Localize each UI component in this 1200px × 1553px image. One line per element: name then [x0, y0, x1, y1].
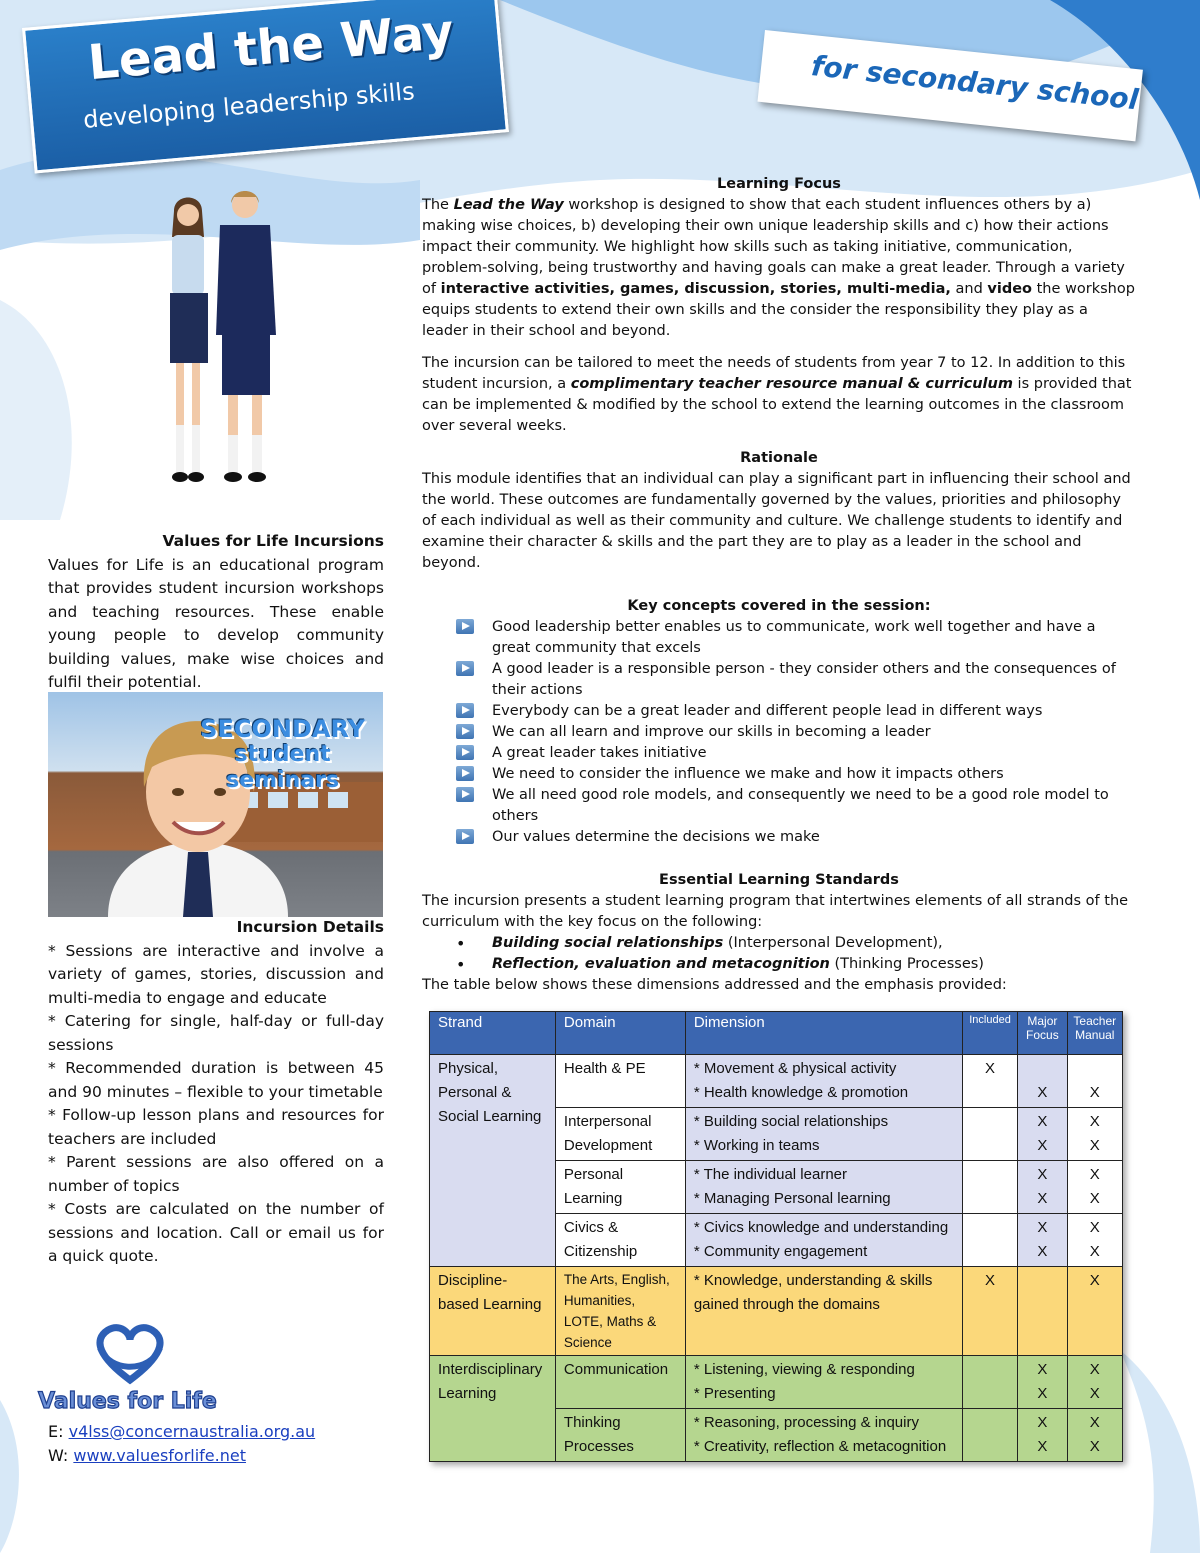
list-item	[422, 933, 1136, 954]
seminar-photo	[48, 692, 383, 917]
column-header: Major Focus	[1018, 1012, 1067, 1055]
play-arrow-icon	[456, 661, 474, 676]
table-cell	[962, 1409, 1017, 1462]
cell-mark: X	[1089, 1272, 1100, 1289]
text-run: The	[422, 197, 454, 213]
table-cell: Interdisciplinary Learning	[430, 1356, 556, 1462]
text-run: interactive activities, games, discussion, stories, multi-media,	[440, 281, 951, 297]
cell-mark: X	[1089, 1166, 1100, 1183]
table-cell: Personal Learning	[555, 1161, 685, 1214]
cell-line: * The individual learner	[693, 1166, 847, 1183]
text-run: The incursion can be tailored to meet the needs of students from year 7 to 12. In addition to this student incursion, a	[422, 355, 1126, 392]
sign-line-2: student	[234, 742, 331, 767]
standards-outro: The table below shows these dimensions addressed and the emphasis provided:	[422, 977, 1007, 993]
table-cell	[962, 1356, 1017, 1409]
standards-heading: Essential Learning Standards	[659, 872, 899, 888]
table-cell	[962, 1108, 1017, 1161]
column-header: Teacher Manual	[1067, 1012, 1122, 1055]
text-run: complimentary teacher resource manual & curriculum	[570, 376, 1013, 392]
cell-mark: X	[1037, 1243, 1048, 1260]
logo-text: Values for Life	[38, 1389, 217, 1414]
email-link[interactable]: v4lss@concernaustralia.org.au	[68, 1422, 316, 1441]
values-for-life-logo	[30, 1318, 230, 1418]
list-item-text: Our values determine the decisions we make	[492, 829, 820, 845]
text-run: workshop is designed to show that each student influences others by a) making wise choices, b) developing their own unique leadership skills and c) how their actions impact their community. We highlight how skills such as taking initiative, communication, problem-solving, being trustworthy and having goals can make a great leader. Through a variety of	[422, 197, 1125, 297]
list-item-text: Good leadership better enables us to communicate, work well together and have a great community that excels	[492, 619, 1096, 656]
text-run: and	[950, 281, 988, 297]
text-run: the workshop equips students to extend their own skills and the consider the responsibility they play as a leader in their school and beyond.	[422, 281, 1135, 339]
table-cell	[1067, 1356, 1122, 1409]
play-arrow-icon	[456, 619, 474, 634]
list-item-text: A great leader takes initiative	[492, 745, 707, 761]
table-cell: Civics & Citizenship	[555, 1214, 685, 1267]
email-label: E:	[48, 1422, 69, 1441]
table-cell	[1067, 1108, 1122, 1161]
list-item	[422, 827, 1136, 848]
list-item	[422, 722, 1136, 743]
incursion-detail-item: * Follow-up lesson plans and resources for teachers are included	[48, 1106, 384, 1148]
list-item-text: We can all learn and improve our skills in becoming a leader	[492, 724, 931, 740]
list-item	[422, 617, 1136, 659]
table-cell: Communication	[555, 1356, 685, 1409]
table-row	[430, 1267, 1123, 1356]
play-arrow-icon	[456, 787, 474, 802]
cell-mark: X	[1037, 1137, 1048, 1154]
cell-mark: X	[1089, 1438, 1100, 1455]
website-link[interactable]: www.valuesforlife.net	[73, 1446, 246, 1465]
table-cell	[1018, 1214, 1067, 1267]
cell-line: * Community engagement	[693, 1243, 868, 1260]
column-header: Domain	[555, 1012, 685, 1055]
table-cell	[1067, 1214, 1122, 1267]
text-run: (Interpersonal Development),	[723, 935, 943, 951]
cell-line: * Managing Personal learning	[693, 1190, 891, 1207]
list-item	[422, 659, 1136, 701]
cell-mark: X	[1089, 1361, 1100, 1378]
table-cell	[685, 1108, 962, 1161]
main-content	[422, 174, 1136, 996]
learning-focus-paragraph-2	[422, 353, 1136, 437]
text-run: video	[987, 281, 1032, 297]
cell-line: * Health knowledge & promotion	[693, 1084, 909, 1101]
sign-line-1: SECONDARY	[200, 715, 365, 743]
list-item	[422, 743, 1136, 764]
students-photo	[160, 185, 280, 505]
text-run: Lead the Way	[453, 197, 564, 213]
table-cell	[1067, 1267, 1122, 1356]
cell-line: * Working in teams	[693, 1137, 820, 1154]
play-arrow-icon	[456, 703, 474, 718]
web-label: W:	[48, 1446, 74, 1465]
list-item	[422, 701, 1136, 722]
cell-mark: X	[1037, 1414, 1048, 1431]
cell-mark: X	[1037, 1219, 1048, 1236]
table-cell	[1018, 1267, 1067, 1356]
incursion-details-heading: Incursion Details	[236, 918, 384, 936]
cell-mark: X	[1089, 1243, 1100, 1260]
list-item-text: We need to consider the influence we make and how it impacts others	[492, 766, 1004, 782]
cell-line: * Building social relationships	[693, 1113, 889, 1130]
cell-mark: X	[1089, 1414, 1100, 1431]
text-run: (Thinking Processes)	[829, 956, 984, 972]
list-item	[422, 785, 1136, 827]
table-cell	[962, 1161, 1017, 1214]
table-cell	[1018, 1356, 1067, 1409]
learning-focus-paragraph-1	[422, 195, 1136, 342]
cell-line: * Listening, viewing & responding	[693, 1361, 915, 1378]
text-run: Building social relationships	[492, 935, 724, 951]
column-header: Strand	[430, 1012, 556, 1055]
page-title: Lead the Way	[85, 3, 456, 92]
table-cell	[685, 1161, 962, 1214]
cell-mark: X	[1037, 1361, 1048, 1378]
cell-mark: X	[985, 1272, 996, 1289]
cell-mark: X	[985, 1060, 996, 1077]
column-header: Included	[962, 1012, 1017, 1055]
play-arrow-icon	[456, 724, 474, 739]
table-cell: Interpersonal Development	[555, 1108, 685, 1161]
key-concepts-list	[422, 617, 1136, 848]
play-arrow-icon	[456, 745, 474, 760]
values-for-life-body: Values for Life is an educational program that provides student incursion workshops and teaching resources. These enable young people to develop community building values, make wise choices and fulfil their potential.	[48, 555, 384, 691]
table-cell: * Knowledge, understanding & skills gained through the domains	[685, 1267, 962, 1356]
cell-mark: X	[1037, 1113, 1048, 1130]
rationale-heading: Rationale	[740, 450, 818, 466]
list-item	[422, 764, 1136, 785]
list-item	[422, 954, 1136, 975]
list-item-text: Everybody can be a great leader and different people lead in different ways	[492, 703, 1043, 719]
rationale-body: This module identifies that an individual can play a significant part in influencing their school and the world. These outcomes are fundamentally governed by the values, priorities and philosophy of each individual as well as their community and culture. We challenge students to identify and examine their character & skills and the part they are to play as a leader in the school and beyond.	[422, 471, 1131, 571]
cell-mark: X	[1037, 1385, 1048, 1402]
text-run: is provided that can be implemented & modified by the school to extend the learning outcomes in the classroom over several weeks.	[422, 376, 1132, 434]
values-for-life-section	[48, 530, 384, 695]
table-cell	[1067, 1055, 1122, 1108]
table-cell	[1067, 1161, 1122, 1214]
cell-mark: X	[1089, 1385, 1100, 1402]
list-item-text: A good leader is a responsible person - they consider others and the consequences of their actions	[492, 661, 1116, 698]
values-for-life-heading: Values for Life Incursions	[162, 532, 384, 550]
learning-focus-heading: Learning Focus	[717, 176, 841, 192]
incursion-details-section	[48, 916, 384, 1269]
cell-line: * Creativity, reflection & metacognition	[693, 1438, 947, 1455]
list-item-text: We all need good role models, and consequently we need to be a good role model to others	[492, 787, 1109, 824]
play-arrow-icon	[456, 766, 474, 781]
standards-intro: The incursion presents a student learning program that intertwines elements of all strands of the curriculum with the key focus on the following:	[422, 893, 1129, 930]
table-cell: Physical, Personal & Social Learning	[430, 1055, 556, 1267]
table-cell: Health & PE	[555, 1055, 685, 1108]
table-cell	[962, 1214, 1017, 1267]
table-cell	[962, 1055, 1017, 1108]
table-cell	[685, 1055, 962, 1108]
contact-info	[48, 1420, 315, 1468]
cell-mark: X	[1037, 1166, 1048, 1183]
table-row	[430, 1055, 1123, 1108]
cell-mark: X	[1037, 1438, 1048, 1455]
sign-line-3: seminars	[226, 768, 340, 793]
table-cell	[685, 1409, 962, 1462]
table-cell	[685, 1214, 962, 1267]
standards-bullets	[422, 933, 1136, 975]
incursion-detail-item: * Costs are calculated on the number of sessions and location. Call or email us for a quick quote.	[48, 1200, 384, 1265]
table-row	[430, 1356, 1123, 1409]
column-header: Dimension	[685, 1012, 962, 1055]
cell-line: * Movement & physical activity	[693, 1060, 897, 1077]
cell-mark: X	[1089, 1190, 1100, 1207]
table-cell: Thinking Processes	[555, 1409, 685, 1462]
cell-mark: X	[1089, 1219, 1100, 1236]
cell-line: * Civics knowledge and understanding	[693, 1219, 949, 1236]
incursion-detail-item: * Sessions are interactive and involve a variety of games, stories, discussion and multi-media to engage and educate	[48, 941, 384, 1007]
seminar-sign	[200, 716, 365, 794]
table-cell	[1018, 1108, 1067, 1161]
key-concepts-heading: Key concepts covered in the session:	[627, 598, 931, 614]
cell-line: * Reasoning, processing & inquiry	[693, 1414, 919, 1431]
play-arrow-icon	[456, 829, 474, 844]
incursion-detail-item: * Catering for single, half-day or full-day sessions	[48, 1012, 384, 1054]
cell-mark: X	[1037, 1084, 1048, 1101]
table-cell: The Arts, English, Humanities, LOTE, Maths & Science	[555, 1267, 685, 1356]
table-header-row	[430, 1012, 1123, 1055]
table-cell	[1018, 1409, 1067, 1462]
incursion-detail-item: * Recommended duration is between 45 and 90 minutes – flexible to your timetable	[48, 1059, 384, 1101]
cell-mark: X	[1037, 1190, 1048, 1207]
cell-mark: X	[1089, 1113, 1100, 1130]
audience-tag-label: for secondary school	[809, 49, 1140, 117]
table-cell	[1018, 1161, 1067, 1214]
table-cell	[962, 1267, 1017, 1356]
table-cell: Discipline-based Learning	[430, 1267, 556, 1356]
table-cell	[685, 1356, 962, 1409]
cell-mark: X	[1089, 1084, 1100, 1101]
incursion-detail-item: * Parent sessions are also offered on a number of topics	[48, 1153, 384, 1195]
cell-mark: X	[1089, 1137, 1100, 1154]
cell-line: * Presenting	[693, 1385, 776, 1402]
page-subtitle: developing leadership skills	[82, 77, 416, 134]
curriculum-table	[429, 1011, 1123, 1462]
table-cell	[1067, 1409, 1122, 1462]
table-cell	[1018, 1055, 1067, 1108]
text-run: Reflection, evaluation and metacognition	[492, 956, 830, 972]
